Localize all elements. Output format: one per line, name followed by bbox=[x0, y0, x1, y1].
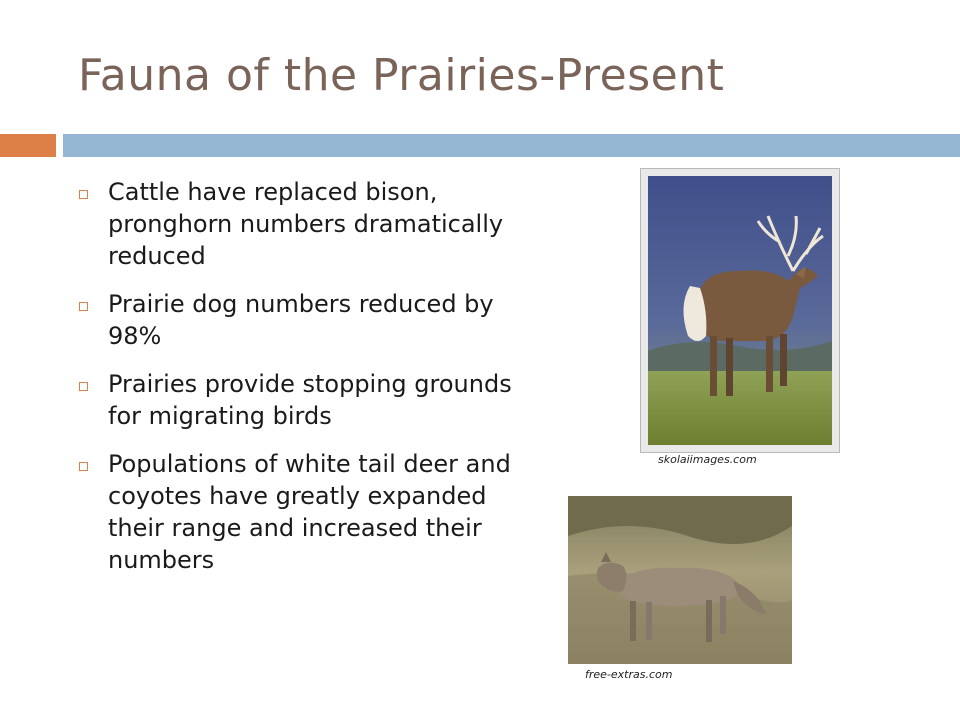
bullet-item bbox=[78, 368, 548, 432]
title-rule bbox=[63, 134, 960, 157]
bullet-text: Cattle have replaced bison, pronghorn numbers dramatically reduced bbox=[108, 178, 504, 270]
coyote-photo bbox=[568, 496, 792, 664]
deer-photo bbox=[648, 176, 832, 445]
square-bullet-icon bbox=[79, 190, 88, 199]
bullet-text: Prairie dog numbers reduced by 98% bbox=[108, 290, 494, 350]
square-bullet-icon bbox=[79, 302, 88, 311]
bullet-text: Prairies provide stopping grounds for migrating birds bbox=[108, 370, 512, 430]
bullet-item bbox=[78, 288, 548, 352]
bullet-item bbox=[78, 176, 548, 272]
bullet-list bbox=[78, 176, 548, 592]
deer-photo-frame bbox=[640, 168, 840, 453]
title-accent-bar bbox=[0, 134, 56, 157]
square-bullet-icon bbox=[79, 462, 88, 471]
deer-photo-caption: skolaiimages.com bbox=[658, 453, 757, 466]
slide-title: Fauna of the Prairies-Present bbox=[78, 50, 725, 101]
coyote-photo-caption: free-extras.com bbox=[585, 668, 673, 681]
bullet-text: Populations of white tail deer and coyotes have greatly expanded their range and increased their numbers bbox=[108, 450, 511, 574]
bullet-item bbox=[78, 448, 548, 576]
square-bullet-icon bbox=[79, 382, 88, 391]
